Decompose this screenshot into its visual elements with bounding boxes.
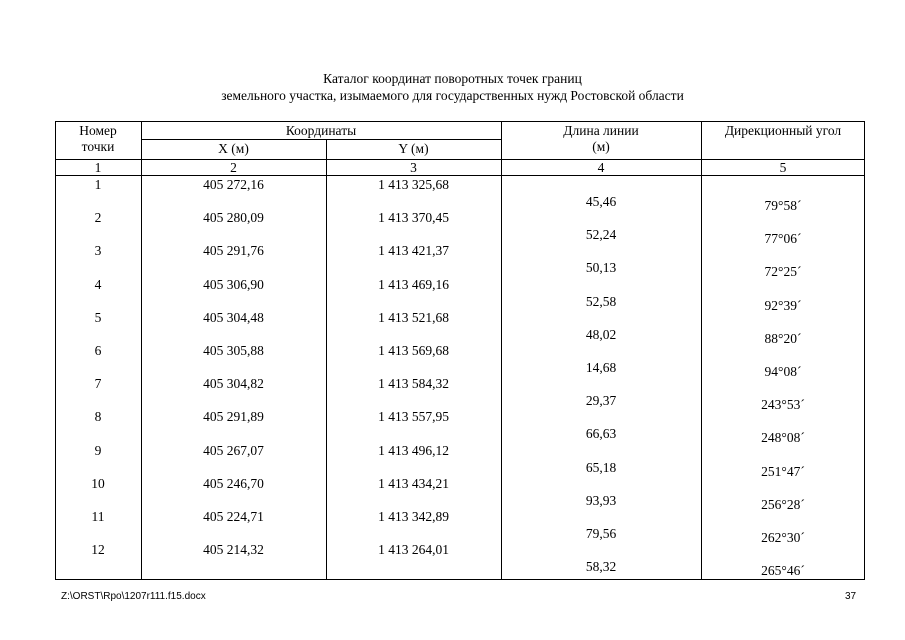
coord-y: 1 413 434,21 <box>378 475 449 491</box>
coord-x: 405 267,07 <box>203 442 264 458</box>
coordinates-table <box>55 121 865 580</box>
direction-angle: 79°58´ <box>764 198 802 213</box>
coord-y: 1 413 264,01 <box>378 542 449 558</box>
coord-y: 1 413 325,68 <box>378 177 449 192</box>
point-number: 10 <box>91 475 105 491</box>
header-y: Y (м) <box>398 141 429 156</box>
coord-y: 1 413 469,16 <box>378 276 449 292</box>
point-number: 7 <box>94 376 102 392</box>
point-number: 9 <box>94 442 102 458</box>
point-number: 5 <box>94 309 102 325</box>
direction-angle: 251°47´ <box>761 463 805 479</box>
coord-y: 1 413 342,89 <box>378 509 449 524</box>
line-length: 58,32 <box>585 559 617 575</box>
coord-x: 405 291,76 <box>203 243 264 259</box>
direction-angle: 265°46´ <box>761 563 805 579</box>
header-angle: Дирекционный угол <box>724 123 842 138</box>
line-length: 66,63 <box>585 426 617 442</box>
coord-x: 405 306,90 <box>203 276 264 292</box>
line-length: 29,37 <box>585 393 617 409</box>
line-length: 79,56 <box>585 526 617 541</box>
header-point-line2: точки <box>81 139 115 154</box>
coord-x: 405 214,32 <box>203 542 264 558</box>
direction-angle: 248°08´ <box>761 430 805 446</box>
column-number: 2 <box>230 160 237 175</box>
line-length: 14,68 <box>585 360 617 375</box>
point-number: 4 <box>94 276 102 292</box>
column-number: 3 <box>410 160 417 175</box>
coord-y: 1 413 421,37 <box>378 243 449 259</box>
column-number: 5 <box>779 160 787 175</box>
point-number: 6 <box>94 343 102 358</box>
point-number: 2 <box>94 210 102 226</box>
coord-y: 1 413 370,45 <box>378 210 449 226</box>
coord-x: 405 272,16 <box>203 177 264 192</box>
line-length: 52,58 <box>585 293 617 309</box>
coord-x: 405 280,09 <box>203 210 264 226</box>
coord-x: 405 304,48 <box>203 309 264 325</box>
table-border-bottom <box>55 579 865 580</box>
header-x: X (м) <box>218 141 249 156</box>
header-point-number <box>55 123 141 155</box>
line-length: 65,18 <box>585 459 617 475</box>
line-length: 52,24 <box>585 227 617 243</box>
coord-x: 405 304,82 <box>203 376 264 392</box>
header-coordinates: Координаты <box>285 123 357 138</box>
direction-angle: 88°20´ <box>764 330 802 346</box>
document-title-line2: земельного участка, изымаемого для государственных нужд Ростовской области <box>221 88 684 103</box>
table-border-top <box>55 121 865 122</box>
header-length-line1: Длина линии <box>563 123 639 138</box>
line-length: 45,46 <box>585 194 617 209</box>
coord-x: 405 291,89 <box>203 409 264 425</box>
coord-y: 1 413 496,12 <box>378 442 449 458</box>
coord-y: 1 413 557,95 <box>378 409 449 425</box>
point-number: 11 <box>91 509 105 524</box>
coord-x: 405 305,88 <box>203 343 264 358</box>
column-divider <box>501 121 502 580</box>
column-number: 1 <box>94 160 102 175</box>
header-point-line1: Номер <box>79 123 117 138</box>
coord-y: 1 413 521,68 <box>378 309 449 325</box>
point-number: 1 <box>94 177 102 192</box>
point-number: 3 <box>94 243 102 259</box>
coord-y: 1 413 584,32 <box>378 376 449 392</box>
point-number: 8 <box>94 409 102 425</box>
direction-angle: 77°06´ <box>764 231 802 247</box>
header-length <box>501 123 701 155</box>
coord-x: 405 246,70 <box>203 475 264 491</box>
line-length: 93,93 <box>585 492 617 508</box>
document-title-line1: Каталог координат поворотных точек границ <box>323 71 582 86</box>
footer-page-number: 37 <box>845 591 857 602</box>
coord-x: 405 224,71 <box>203 509 264 524</box>
direction-angle: 72°25´ <box>764 264 802 280</box>
direction-angle: 92°39´ <box>764 297 802 313</box>
line-length: 50,13 <box>585 260 617 276</box>
column-number: 4 <box>597 160 605 175</box>
direction-angle: 256°28´ <box>761 496 805 512</box>
header-length-line2: (м) <box>592 139 610 154</box>
line-length: 48,02 <box>585 326 617 342</box>
coord-y: 1 413 569,68 <box>378 343 449 358</box>
header-divider <box>141 139 501 140</box>
direction-angle: 262°30´ <box>761 530 805 545</box>
footer-file-path: Z:\ORST\Rpo\1207r111.f15.docx <box>61 591 206 602</box>
direction-angle: 243°53´ <box>761 397 805 413</box>
header-divider <box>55 175 865 176</box>
point-number: 12 <box>91 542 105 558</box>
direction-angle: 94°08´ <box>764 364 802 379</box>
